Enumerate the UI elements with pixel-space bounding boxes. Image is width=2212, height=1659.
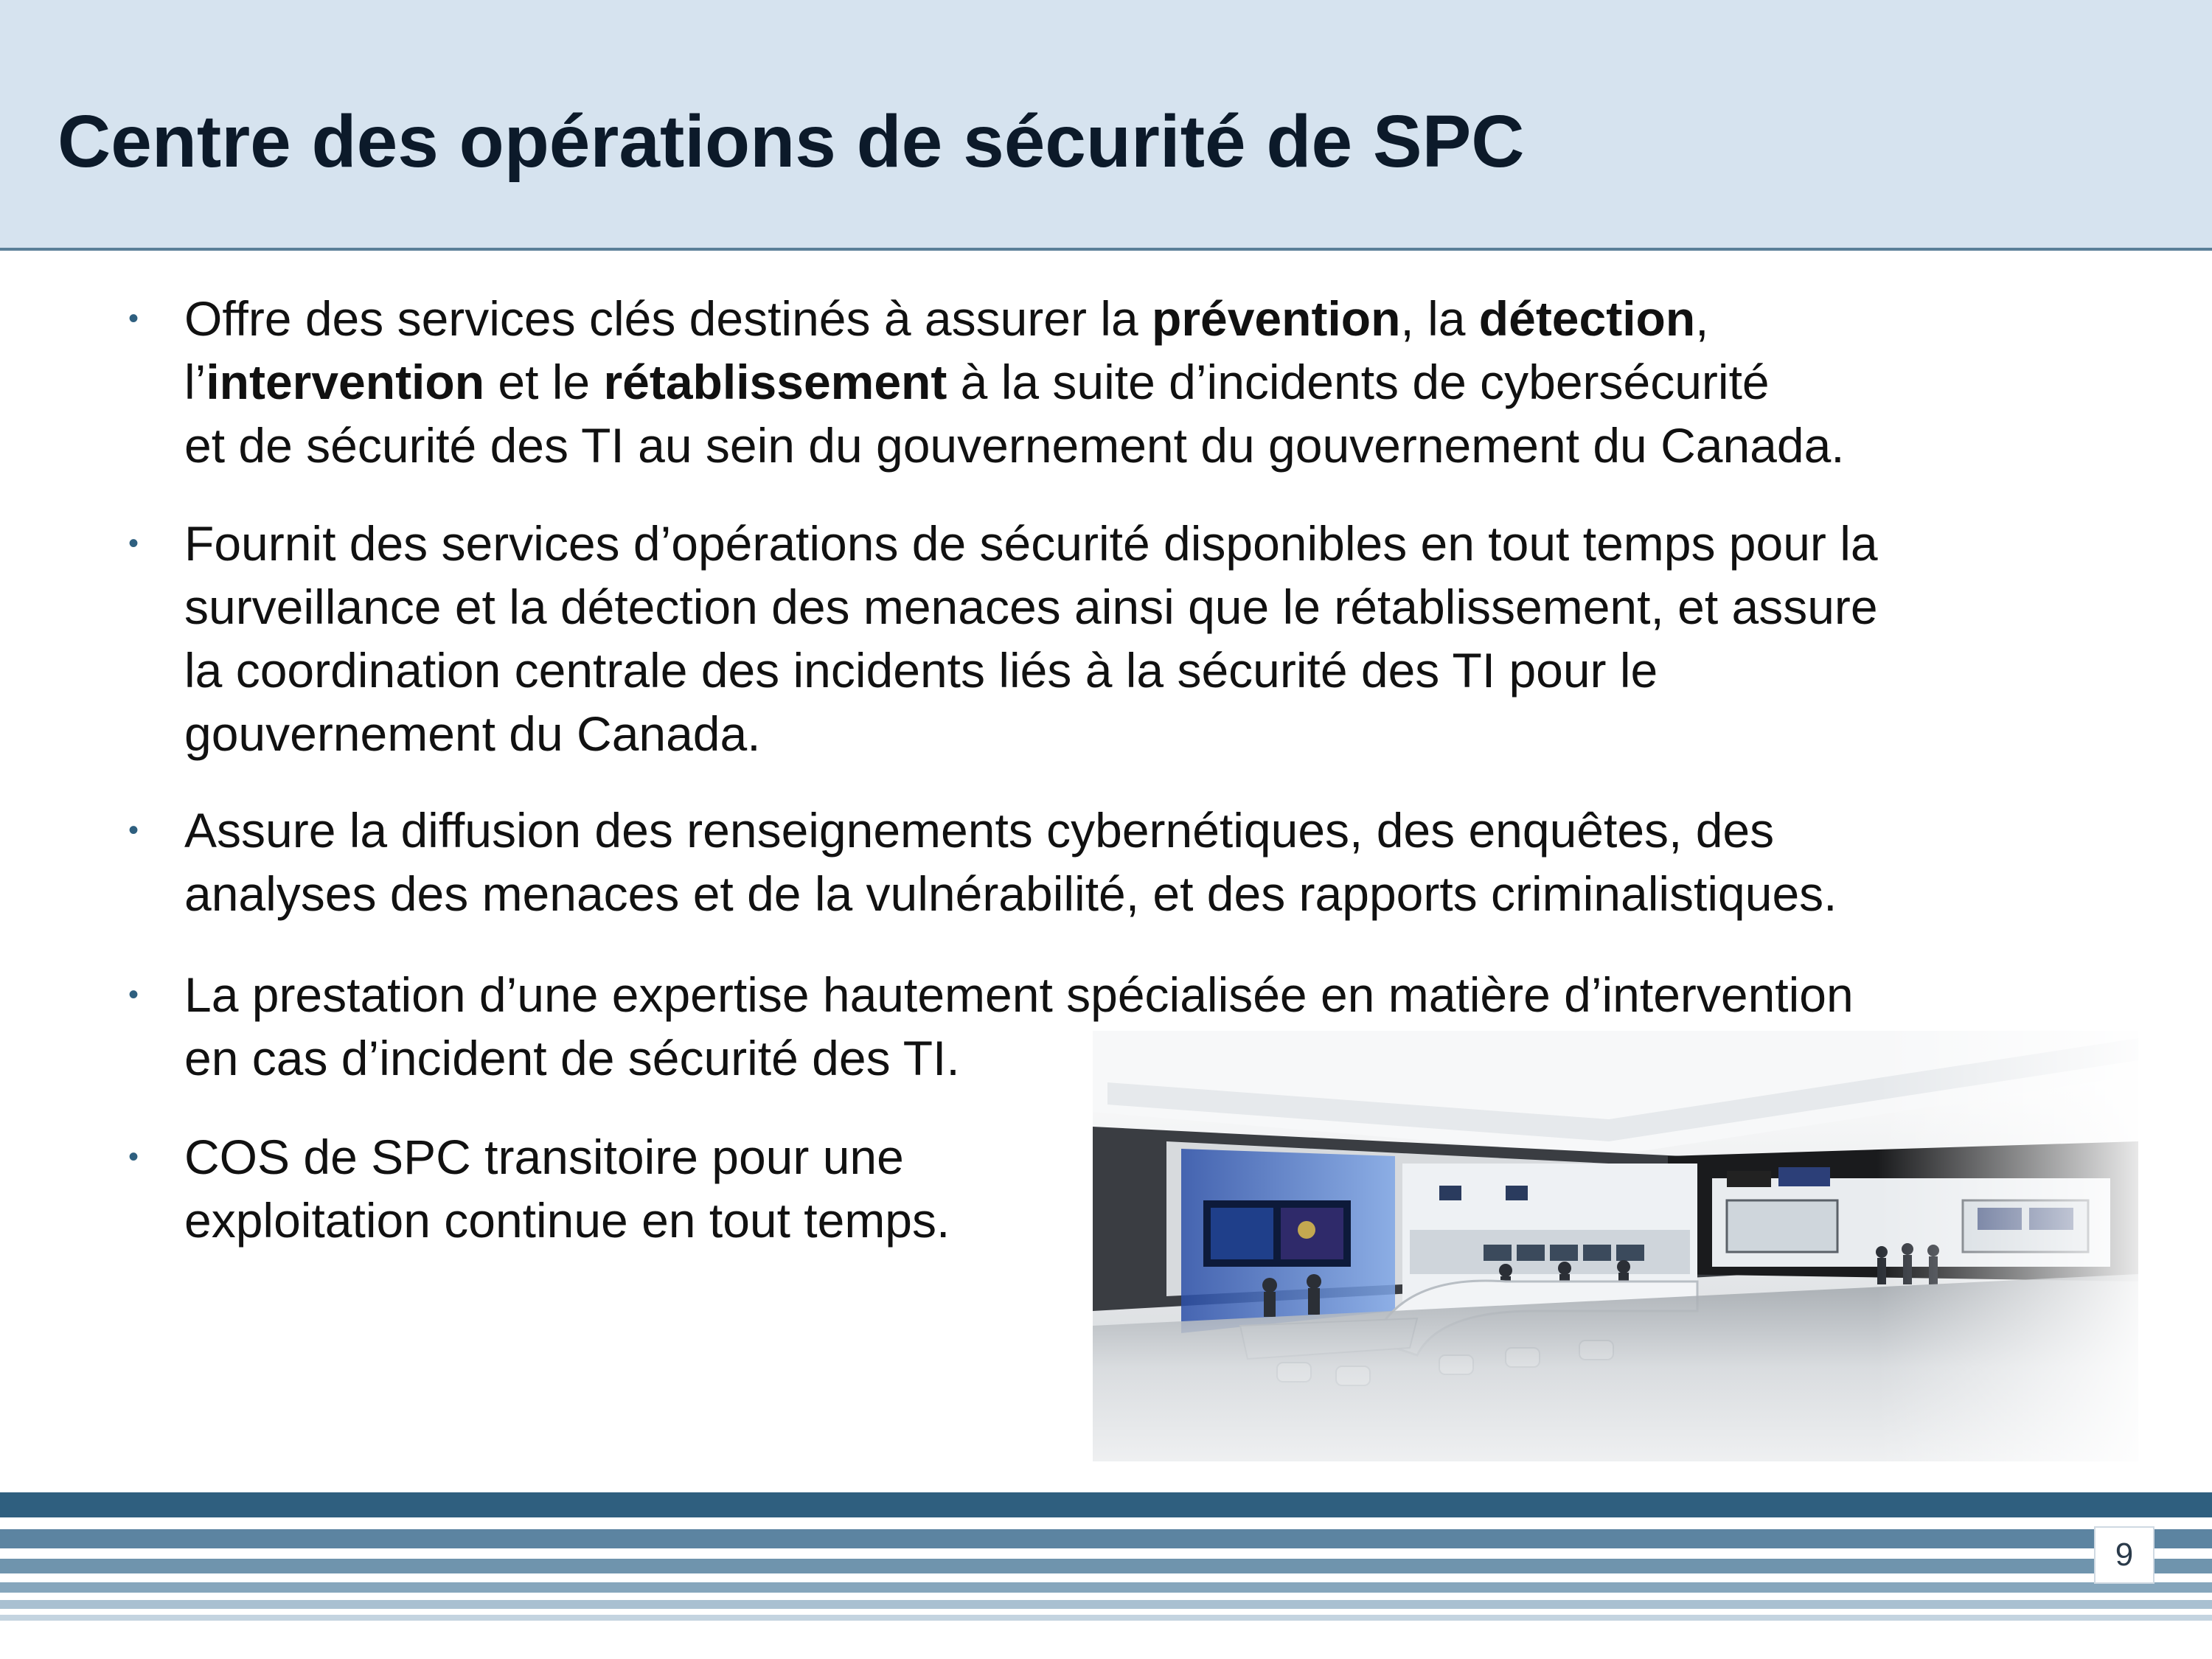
bullet-dot-icon: • [128,1141,139,1173]
footer-stripe [0,1492,2212,1517]
bullet-line [184,512,1878,575]
bullet-text: COS de SPC transitoire pour une [184,1130,904,1184]
footer-stripe [0,1582,2212,1593]
bullet-text: , la [1400,291,1479,346]
footer-stripe [0,1615,2212,1621]
bullet-line [184,799,1837,862]
bullet-dot-icon: • [128,814,139,846]
bullet-text: et le [484,355,604,409]
bullet-emphasis: détection [1478,291,1696,346]
bullet-dot-icon: • [128,978,139,1011]
bullet-text: , [1695,291,1709,346]
bullet-text: l’ [184,355,206,409]
bullet-line [184,639,1878,702]
bullet-item [128,512,1878,765]
bullet-dot-icon: • [128,302,139,335]
bullet-line [184,1189,950,1252]
bullet-line [184,963,1854,1026]
bullet-text: gouvernement du Canada. [184,706,761,761]
bullet-text: Assure la diffusion des renseignements cybernétiques, des enquêtes, des [184,803,1775,858]
bullet-item [128,799,1837,925]
footer-stripe [0,1559,2212,1573]
page-number: 9 [2094,1526,2154,1584]
bullet-text: la coordination centrale des incidents liés à la sécurité des TI pour le [184,643,1658,698]
bullet-dot-icon: • [128,527,139,560]
bullet-line [184,575,1878,639]
bullet-text: La prestation d’une expertise hautement spécialisée en matière d’intervention [184,967,1854,1022]
bullet-emphasis: prévention [1152,291,1401,346]
bullet-line [184,1125,950,1189]
bullet-item [128,1125,950,1252]
bullet-item [128,287,1845,477]
bullet-text: en cas d’incident de sécurité des TI. [184,1031,960,1085]
slide-title: Centre des opérations de sécurité de SPC [58,100,1525,183]
footer-stripe [0,1529,2212,1548]
bullet-text: Fournit des services d’opérations de sécurité disponibles en tout temps pour la [184,516,1878,571]
bullet-text: exploitation continue en tout temps. [184,1193,950,1248]
bullet-text: à la suite d’incidents de cybersécurité [947,355,1770,409]
bullet-emphasis: intervention [206,355,485,409]
bullet-line [184,414,1845,477]
bullet-line [184,287,1845,350]
security-operations-centre-photo [1093,1031,2138,1461]
bullet-line [184,862,1837,925]
footer-stripes [0,1492,2212,1659]
bullet-text: analyses des menaces et de la vulnérabilité, et des rapports criminalistiques. [184,866,1837,921]
bullet-emphasis: rétablissement [603,355,947,409]
bullet-text: et de sécurité des TI au sein du gouvernement du gouvernement du Canada. [184,418,1845,473]
bullet-line [184,350,1845,414]
bullet-line [184,702,1878,765]
bullet-text: Offre des services clés destinés à assurer la [184,291,1152,346]
footer-stripe [0,1600,2212,1609]
bullet-text: surveillance et la détection des menaces ainsi que le rétablissement, et assure [184,580,1878,634]
